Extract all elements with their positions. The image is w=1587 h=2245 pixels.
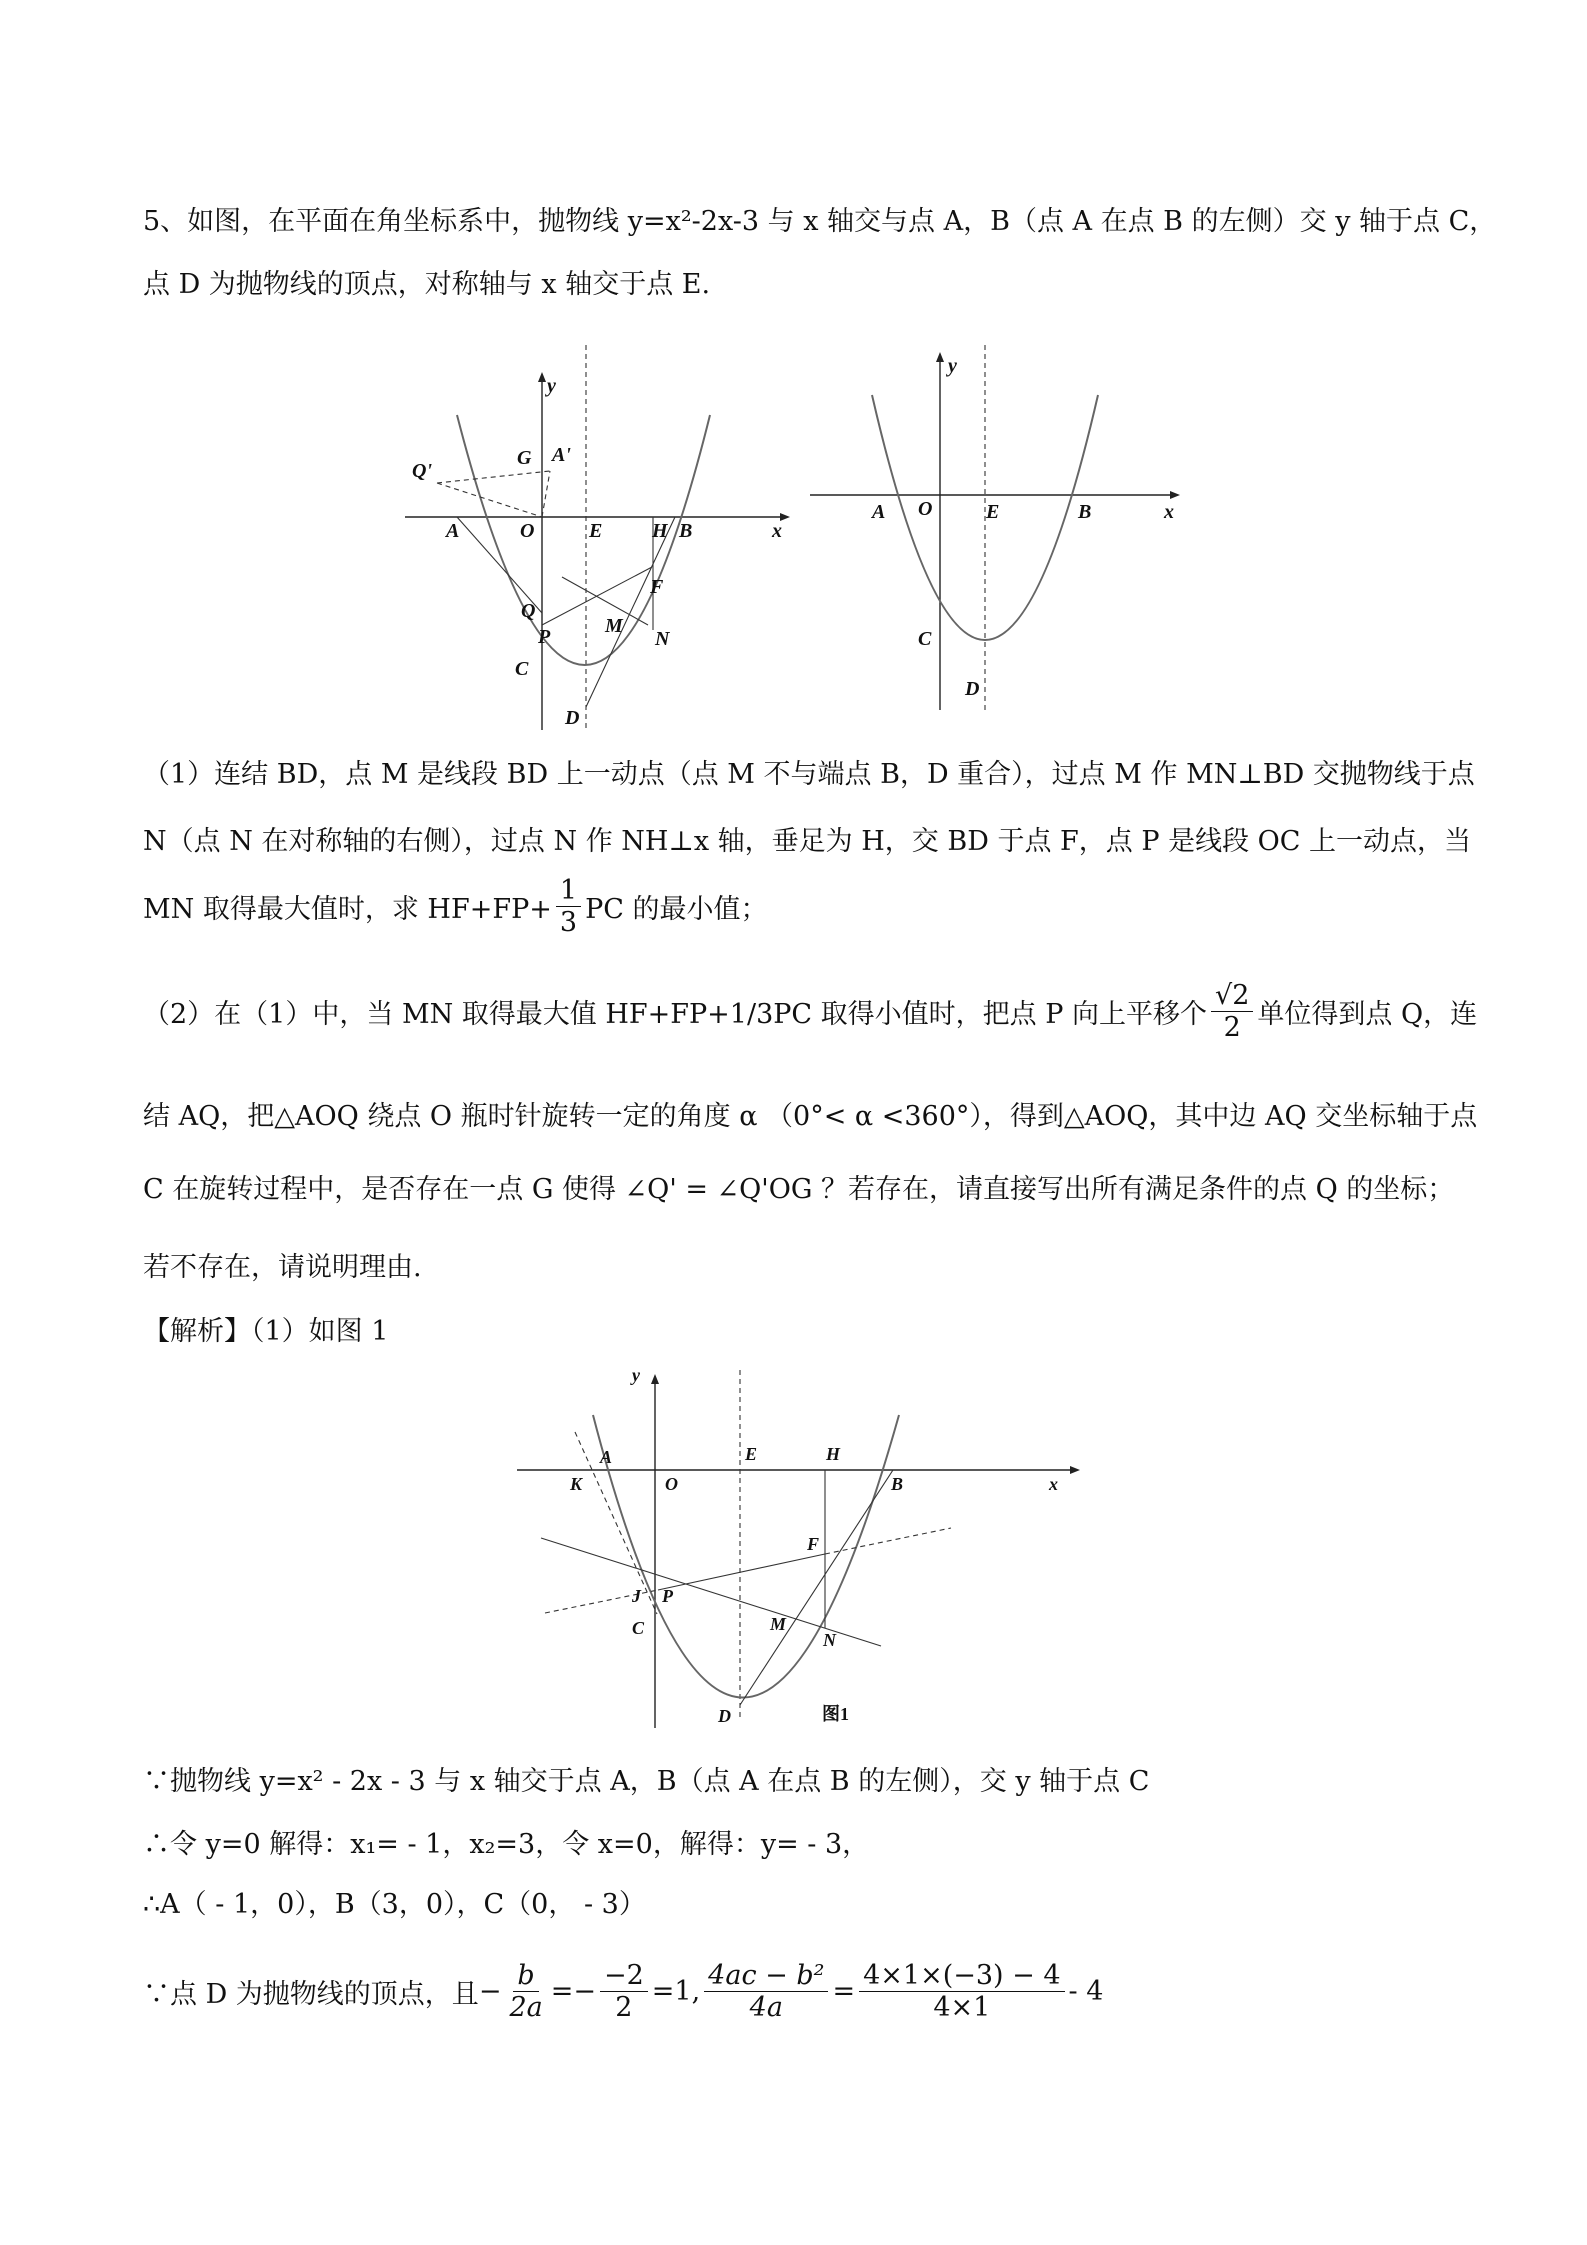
y-axis-arrow [538,372,546,382]
fraction-numerator: 1 [556,875,581,907]
fraction-numerator: 4×1×(−3) − 4 [859,1960,1064,1992]
fraction-1-sign: − [478,1976,502,2008]
label-y: y [632,1365,640,1385]
label-Q-prime: Q' [412,460,432,482]
segment-QpAp [437,471,550,483]
label-E: E [986,501,1000,523]
label-K: K [570,1474,583,1494]
label-D: D [965,678,980,700]
label-A-prime: A' [552,444,571,466]
analysis-heading: 【解析】（1）如图 1 [143,1316,389,1347]
segment-OAp [542,471,550,517]
figure-caption: 图1 [822,1704,849,1724]
part2-line-1-text-b: 单位得到点 Q，连 [1257,999,1478,1031]
fraction-2-sign: − [573,1976,596,2008]
solution-line-4 [143,1960,1103,2023]
label-A: A [600,1447,613,1467]
equals-one: =1, [651,1976,701,2008]
figure-top-right [800,340,1200,720]
fraction-denominator: 3 [559,907,578,939]
fraction-one-third [556,875,581,938]
label-H: H [826,1444,841,1464]
solution-line-1: ∵抛物线 y=x² - 2x - 3 与 x 轴交于点 A，B（点 A 在点 B 的左侧），交 y 轴于点 C [143,1766,1150,1797]
label-O: O [520,520,535,542]
parabola [457,415,710,665]
label-P: P [662,1586,673,1606]
label-A: A [872,501,886,523]
fraction-denominator: 4×1 [933,1992,991,2024]
fraction-vertex-formula [704,1960,828,2023]
y-axis-arrow [651,1374,659,1384]
label-y: y [948,355,957,377]
fraction-neg2-over-2 [600,1960,648,2023]
segment-BD [586,517,675,707]
label-O: O [665,1474,678,1494]
label-E: E [745,1444,758,1464]
line-KC [575,1432,657,1614]
label-C: C [632,1618,645,1638]
label-C: C [918,628,932,650]
fraction-vertex-substituted [859,1960,1064,2023]
label-H: H [652,520,668,542]
label-P: P [538,626,551,648]
label-F: F [807,1534,820,1554]
part2-line-3: C 在旋转过程中，是否存在一点 G 使得 ∠Q' = ∠Q'OG ？若存在，请直接写出所有满足条件的点 Q 的坐标； [143,1174,1455,1205]
fraction-denominator: 2a [509,1992,543,2024]
fraction-numerator: −2 [600,1960,648,1992]
label-M: M [605,615,623,637]
problem-line-2: 点 D 为抛物线的顶点，对称轴与 x 轴交于点 E. [143,269,711,300]
label-B: B [679,520,693,542]
equals-sign-3: = [832,1976,856,2008]
label-x: x [772,520,782,542]
y-axis-arrow [936,352,944,362]
segment-PF [658,1554,825,1590]
label-M: M [770,1614,787,1634]
fraction-denominator: 2 [1223,1012,1241,1044]
label-A: A [446,520,460,542]
x-axis-arrow [1170,491,1180,499]
part1-line-3-text-b: PC 的最小值； [585,894,768,926]
part2-line-1 [143,980,1477,1043]
label-D: D [718,1706,731,1726]
fraction-b-over-2a [505,1960,546,2023]
label-Q: Q [521,600,536,622]
part1-line-2: N（点 N 在对称轴的右侧），过点 N 作 NH⊥x 轴，垂足为 H，交 BD 于点 F，点 P 是线段 OC 上一动点，当 [143,826,1472,857]
fraction-numerator: √2 [1211,980,1253,1012]
line-F-extension [825,1528,951,1554]
label-D: D [565,707,580,729]
part1-line-1: （1）连结 BD，点 M 是线段 BD 上一动点（点 M 不与端点 B，D 重合），过点 M 作 MN⊥BD 交抛物线于点 [143,759,1475,790]
part1-line-3 [143,875,767,938]
label-x: x [1049,1474,1058,1494]
solution-line-4-text: ∵点 D 为抛物线的顶点，且 [143,1979,479,2011]
solution-line-4-tail: - 4 [1068,1976,1104,2008]
fraction-denominator: 4a [749,1992,783,2024]
equals-sign-1: = [550,1976,574,2008]
label-B: B [1078,501,1092,523]
part2-line-2: 结 AQ，把△AOQ 绕点 O 瓶时针旋转一定的角度 α （0°< α <360°），得到△AOQ，其中边 AQ 交坐标轴于点 [143,1101,1478,1132]
figure-1 [515,1360,1085,1735]
label-y: y [547,375,556,397]
label-E: E [589,520,603,542]
fraction-sqrt2-over-2 [1211,980,1253,1043]
part1-line-3-text-a: MN 取得最大值时，求 HF+FP+ [143,894,552,926]
fraction-denominator: 2 [615,1992,633,2024]
part2-line-1-text-a: （2）在（1）中，当 MN 取得最大值 HF+FP+1/3PC 取得小值时，把点 P 向上平移个 [143,999,1207,1031]
label-O: O [918,498,933,520]
x-axis-arrow [1070,1466,1080,1474]
label-F: F [650,576,664,598]
label-x: x [1164,501,1174,523]
label-J: J [632,1586,641,1606]
part2-line-4: 若不存在，请说明理由. [143,1252,422,1283]
fraction-numerator: b [513,1960,538,1992]
fraction-numerator: 4ac − b² [704,1960,828,1992]
label-N: N [823,1630,836,1650]
problem-line-1: 5、如图，在平面在角坐标系中，抛物线 y=x²-2x-3 与 x 轴交与点 A，B（点 A 在点 B 的左侧）交 y 轴于点 C， [143,206,1497,237]
line-J-extension [545,1590,658,1613]
label-C: C [515,658,529,680]
label-N: N [655,628,670,650]
label-B: B [891,1474,904,1494]
label-G: G [517,447,532,469]
segment-QpO [437,483,542,517]
figure-top-left [400,335,800,735]
solution-line-3: ∴A（ - 1，0），B（3，0），C（0， - 3） [143,1889,646,1920]
segment-BD [740,1470,893,1705]
solution-line-2: ∴令 y=0 解得：x₁= - 1，x₂=3，令 x=0，解得：y= - 3， [143,1829,870,1860]
